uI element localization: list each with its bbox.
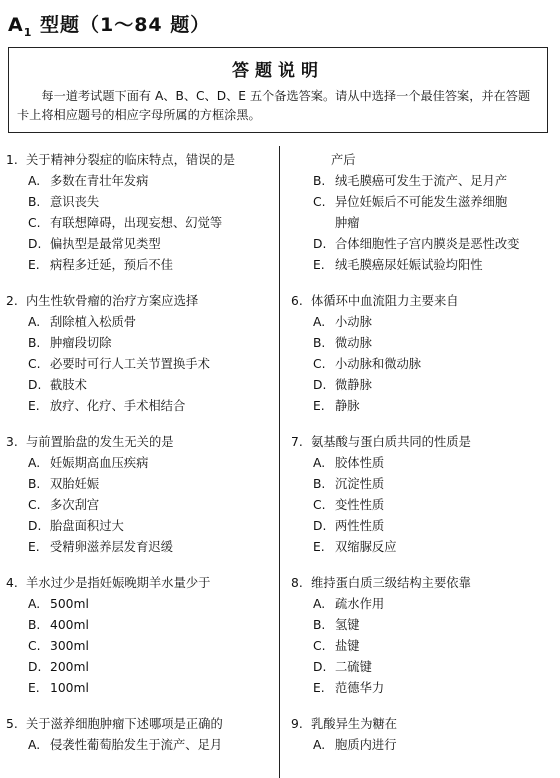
answer-option	[6, 375, 271, 396]
question-stem	[6, 291, 271, 312]
question-stem	[6, 573, 271, 594]
option-text: 放疗、化疗、手术相结合	[50, 399, 186, 413]
answer-option	[291, 333, 556, 354]
answer-option	[6, 516, 271, 537]
option-text: 盐键	[335, 639, 360, 653]
question-text: 关于精神分裂症的临床特点，错误的是	[26, 153, 236, 167]
answer-option	[6, 453, 271, 474]
answer-option	[6, 495, 271, 516]
answer-option	[291, 453, 556, 474]
left-column	[6, 150, 271, 771]
answer-option	[6, 474, 271, 495]
answer-option	[6, 615, 271, 636]
option-letter: A.	[313, 315, 326, 329]
answer-option	[291, 594, 556, 615]
question-stem	[6, 432, 271, 453]
answer-option	[6, 537, 271, 558]
answer-option	[291, 516, 556, 537]
instructions-text: 每一道考试题下面有 A、B、C、D、E 五个备选答案。请从中选择一个最佳答案，并在答题卡上将相应题号的相应字母所属的方框涂黑。	[17, 89, 531, 122]
question-7	[291, 432, 556, 558]
option-text: 合体细胞性子宫内膜炎是恶性改变	[335, 237, 520, 251]
option-letter: B.	[28, 336, 41, 350]
option-text: 400ml	[50, 618, 89, 632]
answer-option	[291, 678, 556, 699]
answer-option	[291, 213, 556, 234]
option-letter: D.	[28, 237, 42, 251]
option-letter: B.	[28, 618, 41, 632]
option-text: 小动脉	[335, 315, 372, 329]
option-letter: C.	[28, 498, 41, 512]
question-text: 羊水过少是指妊娠晚期羊水量少于	[26, 576, 211, 590]
option-text: 疏水作用	[335, 597, 385, 611]
answer-option	[6, 354, 271, 375]
question-4	[6, 573, 271, 699]
question-number: 9.	[291, 717, 303, 731]
answer-option	[291, 375, 556, 396]
option-text: 300ml	[50, 639, 89, 653]
answer-option	[291, 636, 556, 657]
option-text: 二硫键	[335, 660, 372, 674]
answer-option	[6, 255, 271, 276]
question-9	[291, 714, 556, 756]
answer-option	[291, 735, 556, 756]
option-text: 微静脉	[335, 378, 372, 392]
option-letter: C.	[313, 195, 326, 209]
question-number: 6.	[291, 294, 303, 308]
option-text: 变性性质	[335, 498, 385, 512]
question-3	[6, 432, 271, 558]
option-text: 绒毛膜癌可发生于流产、足月产	[335, 174, 508, 188]
answer-option	[291, 354, 556, 375]
question-text: 与前置胎盘的发生无关的是	[26, 435, 174, 449]
answer-option	[6, 678, 271, 699]
option-letter: B.	[28, 195, 41, 209]
option-letter: D.	[28, 378, 42, 392]
option-letter: E.	[28, 681, 40, 695]
option-letter: A.	[28, 597, 41, 611]
question-1	[6, 150, 271, 276]
answer-option	[291, 234, 556, 255]
option-letter: C.	[28, 357, 41, 371]
column-divider	[279, 146, 280, 778]
option-text: 500ml	[50, 597, 89, 611]
option-text: 200ml	[50, 660, 89, 674]
answer-option	[291, 396, 556, 417]
instructions-title: 答题说明	[232, 61, 324, 81]
option-text: 胶体性质	[335, 456, 385, 470]
instructions-box	[8, 47, 548, 133]
option-text: 两性性质	[335, 519, 385, 533]
question-6	[291, 291, 556, 417]
option-text: 侵袭性葡萄胎发生于流产、足月	[50, 738, 223, 752]
option-letter: A.	[28, 738, 41, 752]
option-letter: E.	[28, 540, 40, 554]
question-stem	[6, 714, 271, 735]
question-continuation	[291, 150, 556, 276]
option-text: 肿瘤	[335, 216, 360, 230]
option-letter: A.	[313, 597, 326, 611]
option-text: 胎盘面积过大	[50, 519, 124, 533]
option-text: 100ml	[50, 681, 89, 695]
answer-option	[291, 192, 556, 213]
option-text: 绒毛膜癌尿妊娠试验均阳性	[335, 258, 483, 272]
option-text: 胞质内进行	[335, 738, 397, 752]
question-text: 乳酸异生为糖在	[311, 717, 398, 731]
question-stem	[291, 432, 556, 453]
option-letter: D.	[313, 378, 327, 392]
option-text: 肿瘤段切除	[50, 336, 112, 350]
option-text: 病程多迁延，预后不佳	[50, 258, 173, 272]
option-text: 异位妊娠后不可能发生滋养细胞	[335, 195, 508, 209]
option-letter: A.	[28, 456, 41, 470]
option-text: 范德华力	[335, 681, 385, 695]
option-letter: A.	[313, 738, 326, 752]
option-letter: C.	[313, 639, 326, 653]
right-column	[291, 150, 556, 771]
question-stem	[291, 714, 556, 735]
answer-option	[6, 735, 271, 756]
option-letter: A.	[313, 456, 326, 470]
option-letter: E.	[313, 681, 325, 695]
answer-option	[291, 474, 556, 495]
question-number: 8.	[291, 576, 303, 590]
option-letter: B.	[313, 477, 326, 491]
option-text: 小动脉和微动脉	[335, 357, 422, 371]
option-letter: B.	[28, 477, 41, 491]
question-number: 3.	[6, 435, 18, 449]
option-text: 受精卵滋养层发育迟缓	[50, 540, 173, 554]
answer-option	[291, 171, 556, 192]
option-letter: E.	[313, 540, 325, 554]
question-text: 体循环中血流阻力主要来自	[311, 294, 459, 308]
option-letter: E.	[313, 258, 325, 272]
question-stem	[291, 291, 556, 312]
question-stem	[6, 150, 271, 171]
option-letter: D.	[28, 660, 42, 674]
option-letter: A.	[28, 174, 41, 188]
option-letter: D.	[313, 660, 327, 674]
answer-option	[6, 396, 271, 417]
answer-option	[291, 495, 556, 516]
section-subscript: 1	[23, 25, 33, 39]
question-text: 内生性软骨瘤的治疗方案应选择	[26, 294, 199, 308]
question-text: 关于滋养细胞肿瘤下述哪项是正确的	[26, 717, 223, 731]
option-letter: C.	[28, 216, 41, 230]
option-text: 双缩脲反应	[335, 540, 397, 554]
option-letter: B.	[313, 618, 326, 632]
option-letter: D.	[313, 237, 327, 251]
question-number: 2.	[6, 294, 18, 308]
option-letter: B.	[313, 174, 326, 188]
option-letter: B.	[313, 336, 326, 350]
answer-option	[6, 171, 271, 192]
answer-option	[6, 192, 271, 213]
option-text: 氢键	[335, 618, 360, 632]
option-letter: A.	[28, 315, 41, 329]
answer-option	[291, 312, 556, 333]
section-title	[8, 10, 210, 39]
option-letter: E.	[28, 399, 40, 413]
question-5	[6, 714, 271, 756]
option-letter: E.	[313, 399, 325, 413]
option-text: 必要时可行人工关节置换手术	[50, 357, 210, 371]
option-text: 有联想障碍，出现妄想、幻觉等	[50, 216, 223, 230]
option-text: 偏执型是最常见类型	[50, 237, 161, 251]
answer-option	[6, 213, 271, 234]
option-text: 妊娠期高血压疾病	[50, 456, 149, 470]
option-letter: D.	[28, 519, 42, 533]
continuation-text: 产后	[331, 153, 356, 167]
section-letter: A	[8, 14, 24, 36]
question-2	[6, 291, 271, 417]
option-text: 双胎妊娠	[50, 477, 100, 491]
question-number: 4.	[6, 576, 18, 590]
option-text: 截肢术	[50, 378, 87, 392]
answer-option	[6, 594, 271, 615]
answer-option	[6, 312, 271, 333]
option-letter: E.	[28, 258, 40, 272]
question-number: 7.	[291, 435, 303, 449]
answer-option	[6, 333, 271, 354]
question-stem	[291, 573, 556, 594]
option-text: 微动脉	[335, 336, 372, 350]
answer-option	[6, 234, 271, 255]
question-text: 氨基酸与蛋白质共同的性质是	[311, 435, 471, 449]
question-number: 1.	[6, 153, 18, 167]
option-letter: C.	[28, 639, 41, 653]
option-text: 沉淀性质	[335, 477, 385, 491]
option-text: 意识丧失	[50, 195, 100, 209]
question-text: 维持蛋白质三级结构主要依靠	[311, 576, 471, 590]
answer-option	[6, 657, 271, 678]
answer-option	[291, 537, 556, 558]
option-text: 刮除植入松质骨	[50, 315, 137, 329]
question-number: 5.	[6, 717, 18, 731]
answer-option	[291, 615, 556, 636]
option-letter: C.	[313, 498, 326, 512]
option-letter: C.	[313, 357, 326, 371]
option-text: 多数在青壮年发病	[50, 174, 149, 188]
section-range: 型题（1～84 题）	[32, 14, 211, 36]
answer-option	[6, 636, 271, 657]
option-letter: D.	[313, 519, 327, 533]
question-8	[291, 573, 556, 699]
option-text: 静脉	[335, 399, 360, 413]
option-text: 多次刮宫	[50, 498, 100, 512]
answer-option	[291, 255, 556, 276]
answer-option	[291, 657, 556, 678]
option-letter	[313, 213, 335, 234]
